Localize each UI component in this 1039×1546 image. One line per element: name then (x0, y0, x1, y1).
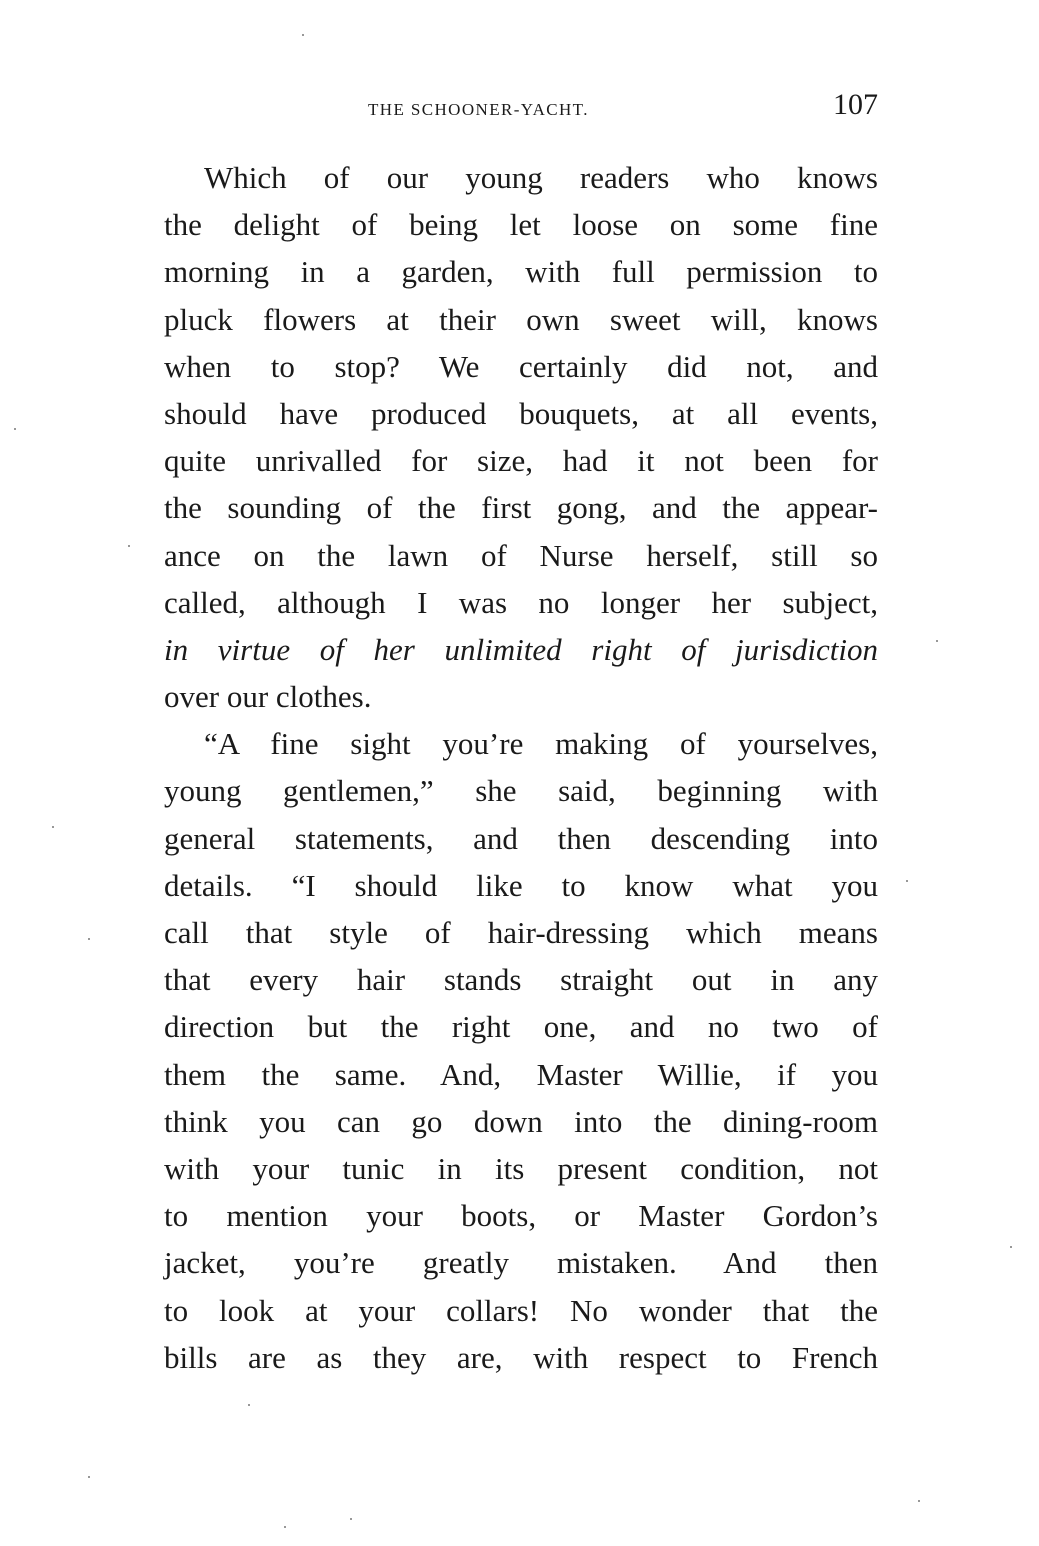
text-line: direction but the right one, and no two of (164, 1009, 878, 1045)
text-line: to mention your boots, or Master Gordon’s (164, 1198, 878, 1234)
scan-speck (936, 640, 938, 642)
text-line: ance on the lawn of Nurse herself, still so (164, 537, 878, 573)
text-line: pluck flowers at their own sweet will, knows (164, 301, 878, 337)
scan-speck (128, 545, 130, 547)
text-line: quite unrivalled for size, had it not been for (164, 443, 878, 479)
text-line: when to stop? We certainly did not, and (164, 348, 878, 384)
scan-speck (1010, 1246, 1012, 1248)
text-line-italic: in virtue of her unlimited right of jurisdiction (164, 631, 878, 667)
body-text (164, 154, 878, 1381)
text-line: called, although I was no longer her subject, (164, 584, 878, 620)
scan-speck (52, 826, 54, 828)
text-line: to look at your collars! No wonder that the (164, 1292, 878, 1328)
scan-speck (88, 938, 90, 940)
text-line: jacket, you’re greatly mistaken. And then (164, 1245, 878, 1281)
scan-speck (350, 1518, 352, 1520)
text-line: should have produced bouquets, at all events, (164, 395, 878, 431)
scan-speck (248, 1404, 250, 1406)
text-line: morning in a garden, with full permission to (164, 254, 878, 290)
running-head (164, 88, 878, 128)
scan-speck (302, 34, 304, 36)
text-line: bills are as they are, with respect to French (164, 1339, 878, 1375)
text-line: “A fine sight you’re making of yourselves, (204, 726, 878, 762)
text-line: young gentlemen,” she said, beginning with (164, 773, 878, 809)
scan-speck (88, 1476, 90, 1478)
scan-speck (918, 1500, 920, 1502)
running-title: THE SCHOONER-YACHT. (368, 100, 589, 119)
text-line: Which of our young readers who knows (204, 160, 878, 195)
text-line: details. “I should like to know what you (164, 867, 878, 903)
scan-speck (906, 880, 908, 882)
text-line: call that style of hair-dressing which means (164, 915, 878, 950)
text-line: over our clothes. (164, 679, 372, 715)
text-line: them the same. And, Master Willie, if you (164, 1056, 878, 1092)
page-number: 107 (833, 88, 878, 121)
text-line: think you can go down into the dining-room (164, 1103, 878, 1139)
text-line: with your tunic in its present condition, not (164, 1150, 878, 1186)
text-line: general statements, and then descending into (164, 820, 878, 856)
scan-speck (284, 1526, 286, 1528)
text-line: that every hair stands straight out in any (164, 962, 878, 998)
scan-speck (14, 428, 16, 430)
text-line: the delight of being let loose on some fine (164, 207, 878, 243)
text-line: the sounding of the first gong, and the appear- (164, 490, 878, 526)
